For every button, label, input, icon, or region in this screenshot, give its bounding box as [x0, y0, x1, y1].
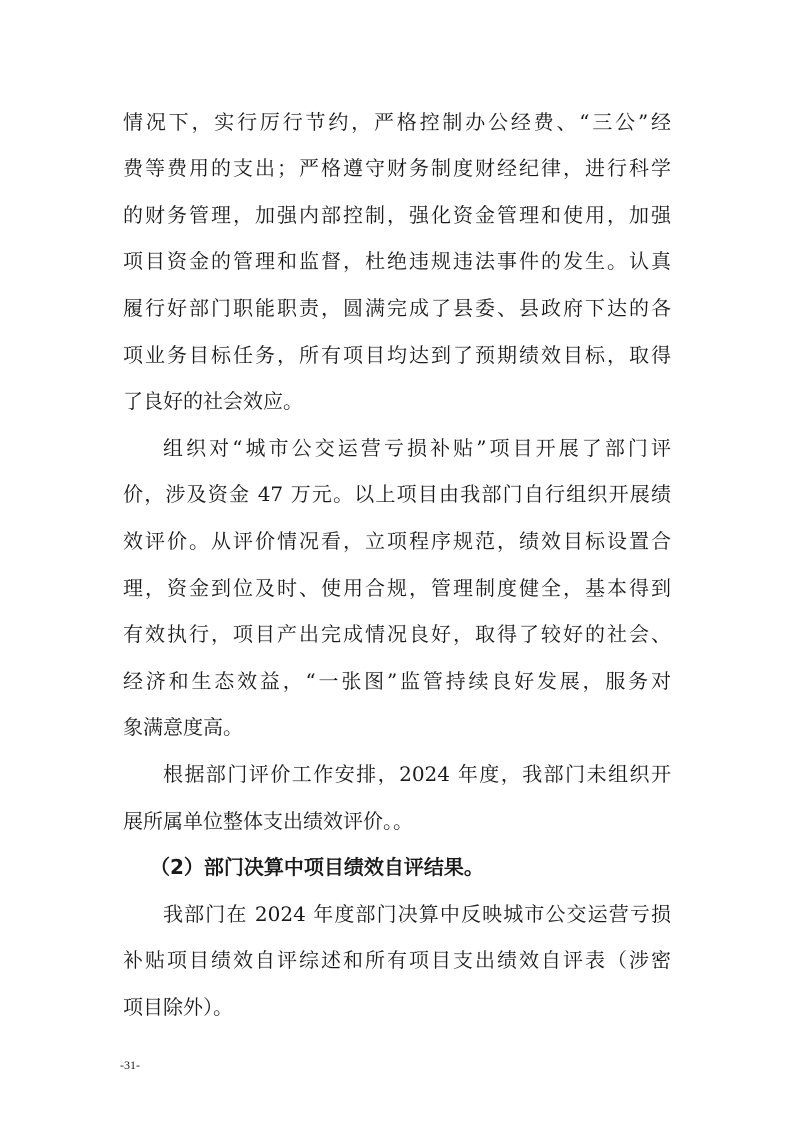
paragraph-line: 履行好部门职能职责，圆满完成了县委、县政府下达的各: [123, 296, 671, 320]
page-number: -31-: [120, 1058, 140, 1072]
paragraph-line: 的财务管理，加强内部控制，强化资金管理和使用，加强: [123, 203, 671, 227]
section-heading: （2）部门决算中项目绩效自评结果。: [150, 855, 484, 879]
paragraph-line: 有效执行，项目产出完成情况良好，取得了较好的社会、: [123, 622, 671, 646]
paragraph-line: 项目除外）。: [123, 995, 233, 1019]
paragraph-line: 象满意度高。: [123, 715, 243, 739]
paragraph-line: 展所属单位整体支出绩效评价。。: [123, 809, 413, 833]
paragraph-line: 费等费用的支出；严格遵守财务制度财经纪律，进行科学: [123, 156, 671, 180]
paragraph-line: 组织对“城市公交运营亏损补贴”项目开展了部门评: [163, 436, 671, 460]
paragraph-line: 理，资金到位及时、使用合规，管理制度健全，基本得到: [123, 576, 671, 600]
paragraph-line: 价，涉及资金 47 万元。以上项目由我部门自行组织开展绩: [123, 482, 671, 506]
paragraph-line: 补贴项目绩效自评综述和所有项目支出绩效自评表（涉密: [123, 948, 671, 972]
paragraph-line: 我部门在 2024 年度部门决算中反映城市公交运营亏损: [163, 902, 671, 926]
paragraph-line: 项目资金的管理和监督，杜绝违规违法事件的发生。认真: [123, 249, 671, 273]
paragraph-line: 情况下，实行厉行节约，严格控制办公经费、“三公”经: [123, 110, 671, 134]
paragraph-line: 根据部门评价工作安排，2024 年度，我部门未组织开: [163, 762, 671, 786]
paragraph-line: 项业务目标任务，所有项目均达到了预期绩效目标，取得: [123, 343, 671, 367]
paragraph-line: 了良好的社会效应。: [123, 389, 303, 413]
paragraph-line: 经济和生态效益，“一张图”监管持续良好发展，服务对: [123, 669, 671, 693]
paragraph-line: 效评价。从评价情况看，立项程序规范，绩效目标设置合: [123, 529, 671, 553]
